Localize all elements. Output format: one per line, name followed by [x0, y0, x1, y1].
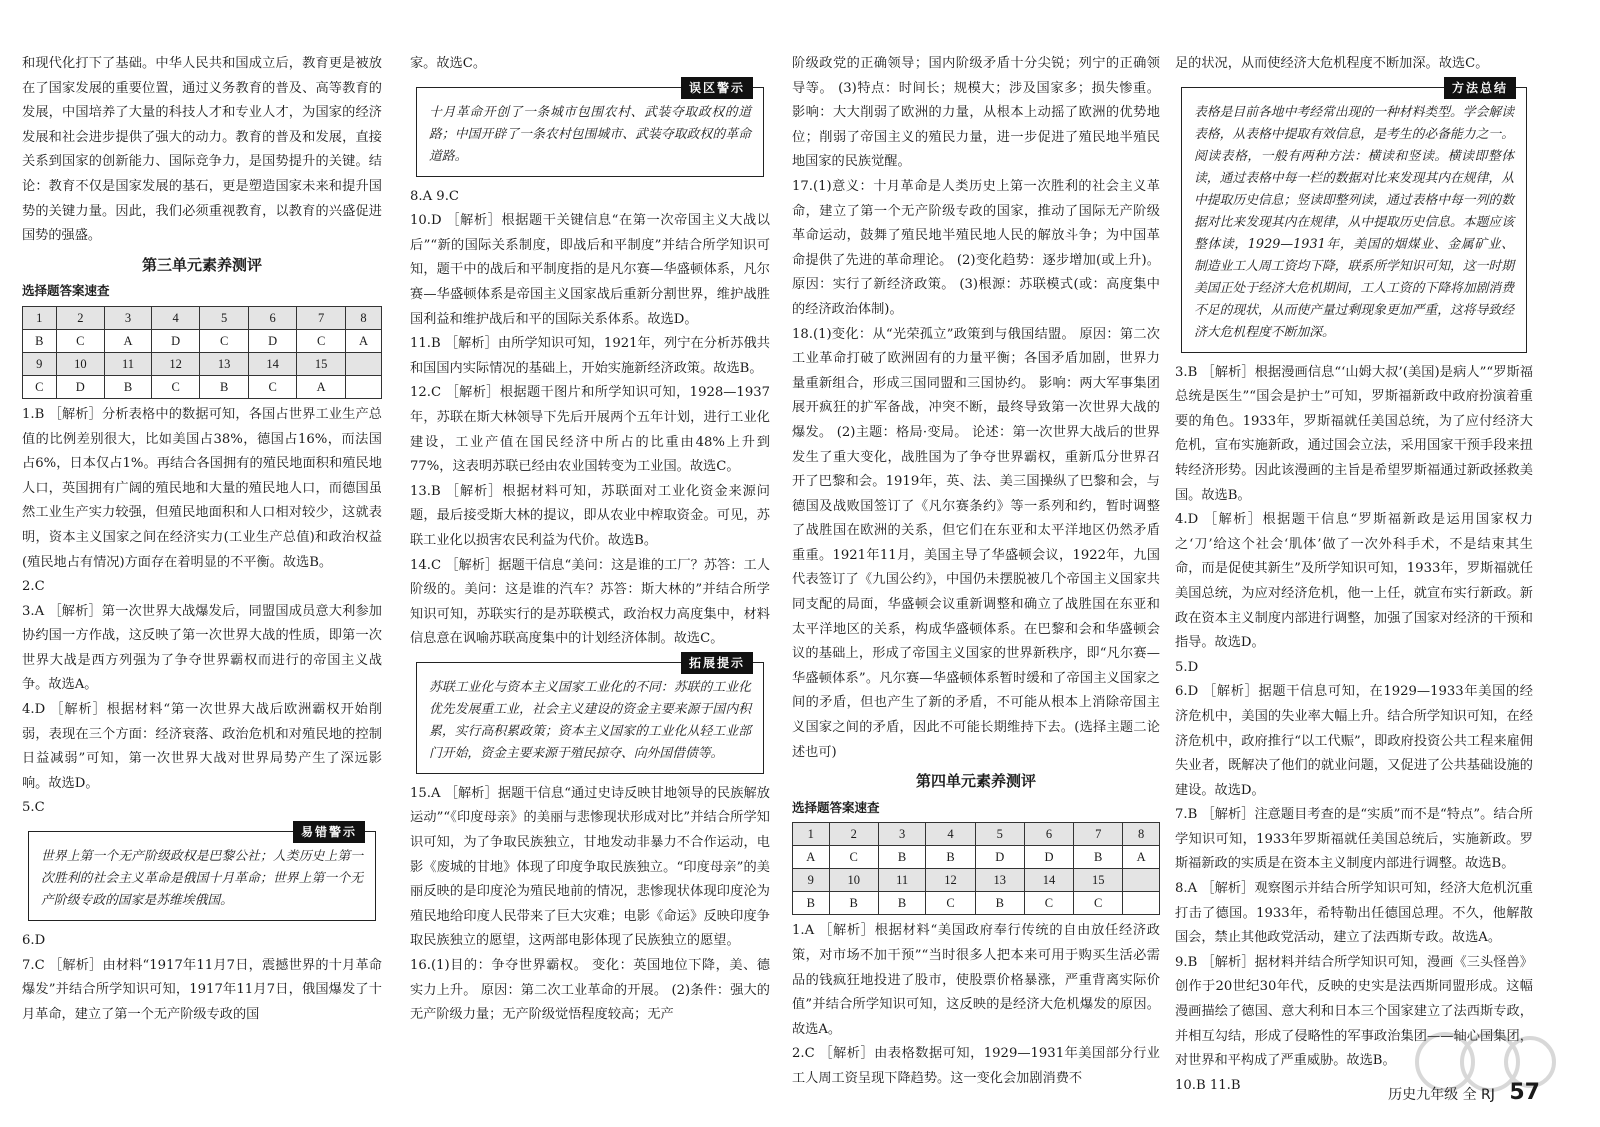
- cell: C: [200, 329, 249, 352]
- answer-11: 11.B ［解析］由所学知识可知，1921年，列宁在分析苏俄共和国国内实际情况的基础上，开始实施新经济政策。故选B。: [410, 336, 770, 376]
- cell: 7: [297, 306, 346, 329]
- cell: 11: [105, 352, 152, 375]
- answer-14: 14.C ［解析］据题干信息“美问：这是谁的工厂？苏答：工人阶级的。美问：这是谁的汽车？苏答：斯大林的”并结合所学知识可知，苏联实行的是苏联模式，政治权力高度集中，材料信息意在讽喻苏联高度集中的计划经济体制。故选C。: [410, 557, 770, 647]
- cell: 8: [1123, 823, 1160, 846]
- cell: D: [975, 846, 1024, 869]
- cell: B: [1074, 846, 1123, 869]
- cell: C: [1074, 892, 1123, 915]
- note-tag: 易错警示: [293, 821, 365, 843]
- cell: 9: [23, 352, 57, 375]
- column-4: [1175, 52, 1533, 1098]
- cell: 13: [200, 352, 249, 375]
- cell: [1123, 869, 1160, 892]
- answer-10: 10.D ［解析］根据题干关键信息“在第一次帝国主义大战以后”“新的国际关系制度，即战后和平制度”并结合所学知识可知，题干中的战后和平制度指的是凡尔赛—华盛顿体系，凡尔赛—华盛顿体系是帝国主义国家战后重新分割世界，维护战胜国利益和维护战后和平的国际关系体系。故选D。: [410, 213, 770, 327]
- answer-table-unit4: [792, 822, 1160, 915]
- answer-8-9: 8.A 9.C: [410, 188, 459, 204]
- cell: B: [23, 329, 57, 352]
- answer-6: 6.D: [22, 933, 46, 949]
- page-number: 57: [1509, 1080, 1540, 1105]
- note-text: 世界上第一个无产阶级政权是巴黎公社；人类历史上第一次胜利的社会主义革命是俄国十月革命；世界上第一个无产阶级专政的国家是苏维埃俄国。: [41, 849, 363, 909]
- cell: A: [793, 846, 830, 869]
- answer-6: 6.D ［解析］据题干信息可知，在1929—1933年美国的经济危机中，美国的失业率大幅上升。结合所学知识可知，在经济危机中，政府推行“以工代赈”，即政府投资公共工程来雇佣失业者，既解决了他们的就业问题，又促进了公共基础设施的建设。故选D。: [1175, 684, 1533, 798]
- cell: C: [23, 375, 57, 398]
- answer-12: 12.C ［解析］根据题干图片和所学知识可知，1928—1937年，苏联在斯大林领导下先后开展两个五年计划，进行工业化建设，工业产值在国民经济中所占的比重由48%上升到77%，这表明苏联已经由农业国转变为工业国。故选C。: [410, 385, 770, 475]
- cell: 7: [1074, 823, 1123, 846]
- column-2: [410, 52, 770, 1028]
- answer-9: 9.B ［解析］据材料并结合所学知识可知，漫画《三头怪兽》创作于20世纪30年代，反映的史实是法西斯同盟形成。这幅漫画描绘了德国、意大利和日本三个国家建立了法西斯专政，并相互勾结，形成了侵略性的军事政治集团——轴心国集团，对世界和平构成了严重威胁。故选B。: [1175, 954, 1533, 1069]
- cell: [345, 352, 381, 375]
- cell: B: [793, 892, 830, 915]
- cell: 14: [1024, 869, 1073, 892]
- footer-label: 历史九年级 全 RJ: [1388, 1087, 1495, 1103]
- answer-17: 17.(1)意义：十月革命是人类历史上第一次胜利的社会主义革命，建立了第一个无产阶级专政的国家，推动了国际无产阶级革命运动，鼓舞了殖民地半殖民地人民的解放斗争；为中国革命提供了先进的革命理论。 (2)变化趋势：逐步增加(或上升)。 原因：实行了新经济政策。 (3)根源：苏联模式(或：高度集中的经济政治体制)。: [792, 178, 1160, 317]
- cell: 4: [926, 823, 975, 846]
- answer-5: 5.C: [22, 800, 45, 816]
- note-text: 表格是目前各地中考经常出现的一种材料类型。学会解读表格，从表格中提取有效信息，是考生的必备能力之一。阅读表格，一般有两种方法：横读和竖读。横读即整体读，通过表格中每一栏的数据对比来发现其内在规律，从中提取历史信息；竖读即整列读，通过表格中每一列的数据对比来发现其内在规律，从中提取历史信息。本题应该整体读，1929—1931年，美国的烟煤业、金属矿业、制造业工人周工资均下降，联系所学知识可知，这一时期美国正处于经济大危机期间，工人工资的下降将加剧消费不足的现状，从而使产量过剩现象更加严重，这将导致经济大危机程度不断加深。: [1194, 104, 1514, 340]
- column-1: [22, 52, 382, 1027]
- answer-2-continued: 足的状况，从而使经济大危机程度不断加深。故选C。: [1175, 56, 1489, 71]
- cell: D: [1024, 846, 1073, 869]
- cell: D: [248, 329, 297, 352]
- note-box-extension: [416, 655, 764, 774]
- cell: C: [1024, 892, 1073, 915]
- note-tag: 误区警示: [681, 77, 753, 99]
- section-title-unit3: 第三单元素养测评: [141, 255, 262, 274]
- answer-13: 13.B ［解析］根据材料可知，苏联面对工业化资金来源问题，最后接受斯大林的提议，即从农业中榨取资金。可见，苏联工业化以损害农民利益为代价。故选B。: [410, 483, 770, 548]
- column-3: [792, 52, 1160, 1092]
- note-tag: 拓展提示: [681, 652, 753, 674]
- note-box-misconception: [416, 80, 764, 177]
- cell: 13: [975, 869, 1024, 892]
- cell: B: [200, 375, 249, 398]
- cell: B: [975, 892, 1024, 915]
- cell: 8: [345, 306, 381, 329]
- cell: A: [297, 375, 346, 398]
- cell: D: [151, 329, 200, 352]
- answer-5: 5.D: [1175, 659, 1199, 675]
- cell: D: [56, 375, 105, 398]
- answer-16: 16.(1)目的：争夺世界霸权。 变化：英国地位下降，美、德实力上升。 原因：第二次工业革命的开展。 (2)条件：强大的无产阶级力量；无产阶级觉悟程度较高；无产: [410, 958, 770, 1023]
- answer-4: 4.D ［解析］根据材料“第一次世界大战后欧洲霸权开始削弱，表现在三个方面：经济衰落、政治危机和对殖民地的控制日益减弱”可知，第一次世界大战对世界局势产生了深远影响。故选D。: [22, 702, 382, 791]
- cell: 12: [926, 869, 975, 892]
- cell: C: [829, 846, 878, 869]
- cell: C: [56, 329, 105, 352]
- intro-paragraph: 和现代化打下了基础。中华人民共和国成立后，教育更是被放在了国家发展的重要位置，通过义务教育的普及、高等教育的发展，中国培养了大量的科技人才和专业人才，为国家的经济发展和社会进步提供了强大的动力。教育的普及和发展，直接关系到国家的创新能力、国际竞争力，是国势提升的关键。结论：教育不仅是国家发展的基石，更是塑造国家未来和提升国势的关键力量。因此，我们必须重视教育，以教育的兴盛促进国势的强盛。: [22, 56, 382, 244]
- section-title-unit4: 第四单元素养测评: [915, 772, 1036, 791]
- answer-16-continued: 阶级政党的正确领导；国内阶级矛盾十分尖锐；列宁的正确领导等。 (3)特点：时间长；规模大；涉及国家多；损失惨重。 影响：大大削弱了欧洲的力量，从根本上动摇了欧洲的优势地位；削弱了帝国主义的殖民力量，进一步促进了殖民地半殖民地国家的民族觉醒。: [792, 56, 1160, 170]
- answer-7-continued: 家。故选C。: [410, 56, 487, 71]
- answer-table-unit3: [22, 306, 382, 399]
- cell: 14: [248, 352, 297, 375]
- cell: [345, 375, 381, 398]
- answer-3: 3.B ［解析］根据漫画信息“‘山姆大叔’(美国)是病人”“罗斯福总统是医生”“国会是护士”可知，罗斯福新政中政府扮演着重要的角色。1933年，罗斯福就任美国总统，为了应付经济大危机，宣布实施新政，通过国会立法，采用国家干预手段来扭转经济形势。因此该漫画的主旨是希望罗斯福通过新政拯救美国。故选B。: [1175, 364, 1533, 503]
- cell: 15: [1074, 869, 1123, 892]
- cell: C: [297, 329, 346, 352]
- note-text: 十月革命开创了一条城市包围农村、武装夺取政权的道路；中国开辟了一条农村包围城市、武装夺取政权的革命道路。: [429, 104, 751, 164]
- cell: 5: [975, 823, 1024, 846]
- note-box-method-summary: [1181, 80, 1527, 353]
- cell: 2: [56, 306, 105, 329]
- cell: B: [829, 892, 878, 915]
- cell: 3: [105, 306, 152, 329]
- cell: 2: [829, 823, 878, 846]
- cell: 4: [151, 306, 200, 329]
- cell: 1: [23, 306, 57, 329]
- cell: C: [926, 892, 975, 915]
- cell: B: [926, 846, 975, 869]
- note-box-error-warning: [28, 825, 376, 921]
- page-footer: [1388, 1080, 1540, 1105]
- answer-7: 7.C ［解析］由材料“1917年11月7日，震撼世界的十月革命爆发”并结合所学知识可知，1917年11月7日，俄国爆发了十月革命，建立了第一个无产阶级专政的国: [22, 957, 382, 1022]
- answer-4: 4.D ［解析］根据题干信息“罗斯福新政是运用国家权力之‘刀’给这个社会‘肌体’做了一次外科手术，不是结束其生命，而是促使其新生”及所学知识可知，1933年，罗斯福就任美国总统，为应对经济危机，他一上任，就宣布实行新政。新政在资本主义制度内部进行调整，加强了国家对经济的干预和指导。故选D。: [1175, 512, 1533, 651]
- answer-8: 8.A ［解析］观察图示并结合所学知识可知，经济大危机沉重打击了德国。1933年，希特勒出任德国总理。不久，他解散国会，禁止其他政党活动，建立了法西斯专政。故选A。: [1175, 881, 1533, 946]
- answer-7: 7.B ［解析］注意题目考查的是“实质”而不是“特点”。结合所学知识可知，1933年罗斯福就任美国总统后，实施新政。罗斯福新政的实质是在资本主义制度内部进行调整。故选B。: [1175, 807, 1533, 872]
- cell: 6: [1024, 823, 1073, 846]
- cell: 11: [878, 869, 926, 892]
- answer-3: 3.A ［解析］第一次世界大战爆发后，同盟国成员意大利参加协约国一方作战，这反映了第一次世界大战的性质，即第一次世界大战是西方列强为了争夺世界霸权而进行的帝国主义战争。故选A。: [22, 603, 382, 693]
- cell: A: [105, 329, 152, 352]
- answer-2: 2.C ［解析］由表格数据可知，1929—1931年美国部分行业工人周工资呈现下降趋势。这一变化会加剧消费不: [792, 1046, 1160, 1086]
- cell: B: [878, 892, 926, 915]
- note-text: 苏联工业化与资本主义国家工业化的不同：苏联的工业化优先发展重工业，社会主义建设的资金主要来源于国内积累，实行高积累政策；资本主义国家的工业化从轻工业部门开始，资金主要来源于殖民掠夺、向外国借债等。: [429, 679, 751, 761]
- cell: [1123, 892, 1160, 915]
- answer-1: 1.A ［解析］根据材料“美国政府奉行传统的自由放任经济政策，对市场不加干预”“当时很多人把本来可用于购买生活必需品的钱疯狂地投进了股市，使股票价格暴涨，严重背离实际价值”并结合所学知识可知，这反映的是经济大危机爆发的原因。故选A。: [792, 923, 1160, 1037]
- cell: B: [105, 375, 152, 398]
- cell: 1: [793, 823, 830, 846]
- note-tag: 方法总结: [1444, 77, 1516, 99]
- cell: 15: [297, 352, 346, 375]
- cell: 3: [878, 823, 926, 846]
- answer-table-title: 选择题答案速查: [22, 283, 110, 299]
- answer-1: 1.B ［解析］分析表格中的数据可知，各国占世界工业生产总值的比例差别很大，比如美国占38%，德国占16%，而法国占6%，日本仅占1%。再结合各国拥有的殖民地面积和殖民地人口，英国拥有广阔的殖民地和大量的殖民地人口，而德国虽然工业生产实力较强，但殖民地面积和人口相对较少，这就表明，资本主义国家之间在经济实力(工业生产总值)和政治权益(殖民地占有情况)方面存在着明显的不平衡。故选B。: [22, 406, 382, 570]
- cell: 12: [151, 352, 200, 375]
- cell: 5: [200, 306, 249, 329]
- answer-table-title: 选择题答案速查: [792, 799, 880, 815]
- cell: 9: [793, 869, 830, 892]
- cell: A: [345, 329, 381, 352]
- answer-10-11: 10.B 11.B: [1175, 1077, 1241, 1093]
- cell: 10: [56, 352, 105, 375]
- answer-18: 18.(1)变化：从“光荣孤立”政策到与俄国结盟。 原因：第二次工业革命打破了欧洲固有的力量平衡；各国矛盾加剧，世界力量重新组合，形成三国同盟和三国协约。 影响：两大军事集团展开疯狂的扩军备战，冲突不断，最终导致第一次世界大战的爆发。 (2)主题：格局·变局。 论述：第一次世界大战后的世界发生了重大变化，战胜国为了争夺世界霸权，重新瓜分世界召开了巴黎和会。1919年，英、法、美三国操纵了巴黎和会，与德国及战败国签订了《凡尔赛条约》等一系列和约，暂时调整了战胜国在欧洲的关系，但它们在东亚和太平洋地区仍然矛盾重重。1921年11月，美国主导了华盛顿会议，1922年，九国代表签订了《九国公约》，中国仍未摆脱被几个帝国主义国家共同支配的局面，华盛顿会议重新调整和确立了战胜国在东亚和太平洋地区的关系，构成华盛顿体系。在巴黎和会和华盛顿会议的基础上，形成了帝国主义国家的世界新秩序，即“凡尔赛—华盛顿体系”。凡尔赛—华盛顿体系暂时缓和了帝国主义国家之间的矛盾，但也产生了新的矛盾，不可能从根本上消除帝国主义国家之间的矛盾，因此不可能长期维持下去。(选择主题二论述也可): [792, 326, 1160, 760]
- cell: A: [1123, 846, 1160, 869]
- cell: 10: [829, 869, 878, 892]
- cell: C: [151, 375, 200, 398]
- cell: C: [248, 375, 297, 398]
- cell: 6: [248, 306, 297, 329]
- answer-15: 15.A ［解析］据题干信息“通过史诗反映甘地领导的民族解放运动”“《印度母亲》的美丽与悲惨现状形成对比”并结合所学知识可知，为了争取民族独立，甘地发动非暴力不合作运动，电影《废城的甘地》体现了印度争取民族独立。“印度母亲”的美丽反映的是印度沦为殖民地前的情况，悲惨现状体现印度沦为殖民地给印度人民带来了巨大灾难；电影《命运》反映印度争取民族独立的愿望，这两部电影体现了民族独立的愿望。: [410, 785, 770, 949]
- answer-2: 2.C: [22, 579, 45, 595]
- cell: B: [878, 846, 926, 869]
